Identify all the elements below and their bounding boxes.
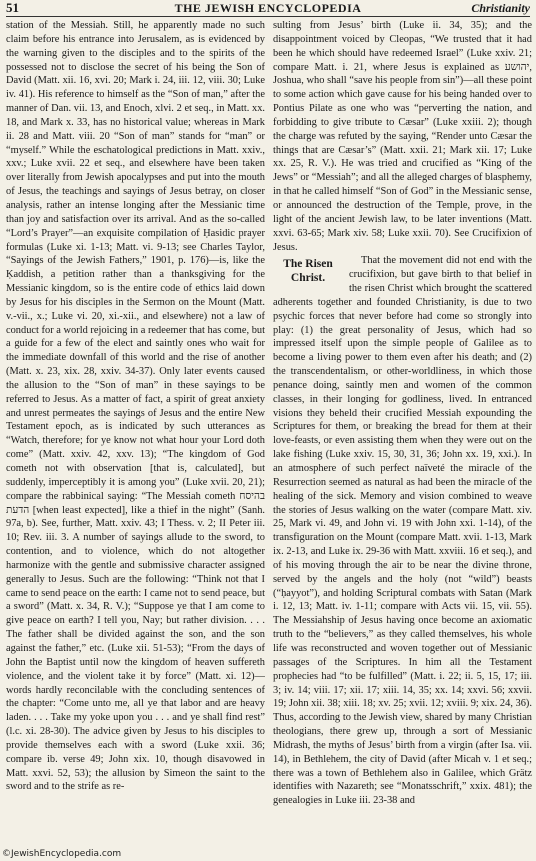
- page-number: 51: [6, 0, 19, 15]
- right-paragraph-2: That the movement did not end with the crucifixion, but gave birth to that belief in the risen Christ which brought the scattered adherents together and founded Christianity, is due to two psychic forces that never before had come so strongly into play: (1) the great personality of Jesus, which had so impressed itself upon the simple people of Galilee as to become a living power to them even after his death; and (2) the transcendentalism, or other-worldliness, in which those penance doing, saintly men and women of the common classes, in their longing for godliness, lived. In entranced visions they beheld their crucified Messiah expounding the Scriptures for them, or breaking the bread for them at their love-feasts, or even assisting them when they were out on the lake fishing (Luke xxiv. 15, 30, 31, 36; John xx. 19, xxi.). In an atmosphere of such perfect naïveté the miracle of the Resurrection seemed as natural as had been the miracle of the healing of the sick. Memory and vision combined to weave the stories of Jesus walking on the water (compare Matt. xiv. 25, Mark vi. 49, and John vi. 19 with John xxi. 1-14), of the transfiguration on the Mount (compare Matt. xvii. 1-13, Mark ix. 2-13, and Luke ix. 29-36 with Matt. xxviii. 16 et seq.), and of his moving through the air to be near the divine throne, served by the angels and the holy (not “wild”) beasts (“ḥayyot”), and holding Scriptural combats with Satan (Mark i. 12, 13; Matt. iv. 1-11; compare with Acts vii. 15, vii. 55). The Messiahship of Jesus having once become an axiomatic truth to the “believers,” as they called themselves, his whole life was reconstructed and woven together out of Messianic passages of the Scriptures. In him all the Testament prophecies had “to be fulfilled” (Matt. i. 22; ii. 5, 15, 17; iii. 3; iv. 14; viii. 17; xii. 17; xiii. 14, 35; xx. 14; xxvi. 56; xxvii. 19; John xii. 38; xiii. 18; xv. 25; xvii. 12; xviii. 9; xix. 24, 36). Thus, according to the Jewish view, shared by many Christian theologians, there grew up, through a sort of Messianic Midrash, the myths of Jesus’ birth from a virgin (after Isa. vii. 14), in Bethlehem, the city of David (after Micah v. 1 et seq.; there was a town of Bethlehem also in Galilee, which Grätz identifies with Nazareth; see “Monatsschrift,” xxix. 481); the genealogies in Luke iii. 23-38 and: [273, 255, 532, 807]
- left-paragraph: station of the Messiah. Still, he apparently made no such claim before his entrance into Jerusalem, as is evidenced by the warning given to the disciples and to the spirits of the possessed not to disclose the secret of his being the Son of David (Matt. xii. 16, xvi. 20; Mark i. 24, iii. 12, viii. 30; Luke iv. 41). His reference to himself as the “Son of man,” after the manner of Dan. vii. 13, and Enoch, xlvi. 2 et seq., in Matt. xx. 18, and Mark x. 33, has no historical value; whereas in Mark ii. 28 and Matt. viii. 20 “Son of man” stands for “man” or “myself.” While the eschatological predictions in Matt. xxiv., xxv.; Luke xvii. 22 et seq., and elsewhere have been taken over literally from Jewish apocalypses and put into the mouth of Jesus, the teachings and sayings of Jesus betray, on closer analysis, rather an intense longing after the Messianic time than joy and satisfaction over its arrival. And as the so-called “Lord’s Prayer”—an exquisite compilation of Ḥasidic prayer formulas (Luke xi. 1-13; Matt. vi. 9-13; see Charles Taylor, “Sayings of the Jewish Fathers,” 1901, p. 176)—is, like the Ḳaddish, a petition rather than a thanksgiving for the Messianic kingdom, so is the entire code of ethics laid down by Jesus for his disciples in the Sermon on the Mount (Matt. v.-vii., x.; Luke vi. 20, xi.-xii., and elsewhere) not a law of conduct for a world rejoicing in a redeemer that has come, but a guide for a few of the elect and saintly ones who wait for the immediate downfall of this world and the rise of another (Matt. x. 23, xix. 28, xxiv. 34-37). Only later events caused the allusion to the “Son of man” in these sayings to be referred to Jesus. As a matter of fact, a spirit of great anxiety and unrest permeates the sayings of Jesus and the entire New Testament epoch, as is indicated by such utterances as “Watch, therefore; for ye know not what hour your Lord doth come” (Matt. xxiv. 42, xxv. 13); “The kingdom of God cometh not with observation [that is, calculated], but suddenly, imperceptibly it is among you” (Luke xvii. 20, 21); compare the rabbinical saying: “The Messiah cometh בהיסח הדעת [when least expected], like a thief in the night” (Sanh. 97a, b). See, further, Matt. xxiv. 43; I Thess. v. 2; II Peter iii. 10; Rev. iii. 3. A number of sayings allude to the sword, to contention, and to violence, which do not altogether harmonize with the gentle and submissive character assigned generally to Jesus. Such are the following: “Think not that I came to send peace on the earth: I came not to send peace, but a sword” (Matt. x. 34, R. V.); “Suppose ye that I am come to give peace on earth? I tell you, Nay; but rather division. . . . The father shall be divided against the son, and the son against the father,” etc. (Luke xii. 51-53); “From the days of John the Baptist until now the kingdom of heaven suffereth violence, and the violent take it by force” (Matt. xi. 12)—words hardly reconcilable with the concluding sentences of the chapter: “Come unto me, all ye that labor and are heavy laden. . . . Take my yoke upon you . . . and ye shall find rest” (l.c. xi. 28-30). The advice given by Jesus to his disciples to provide themselves each with a sword (Luke xxii. 36; compare ib. verse 49; John xix. 10, though disavowed in Matt. xxvi. 52, 53); the allusion by Simeon the saint to the sword and to the strife as re-: [6, 20, 265, 793]
- copyright-credit: ©JewishEncyclopedia.com: [2, 849, 122, 859]
- right-paragraph-1: sulting from Jesus’ birth (Luke ii. 34, 35); and the disappointment voiced by Cleopas, “We trusted that it had been he which should have redeemed Israel” (Luke xxiv. 21; compare Matt. i. 21, where Jesus is explained as יהושע, Joshua, who shall “save his people from sin”)—all these point to some action which gave cause for his being handed over to Pontius Pilate as one who was “perverting the nation, and forbidding to give tribute to Cæsar” (Luke xxiii. 2); though the charge was refuted by the saying, “Render unto Cæsar the things that are Cæsar’s” (Matt. xxii. 21; Mark xii. 17; Luke xx. 25, R. V.). He was tried and crucified as “King of the Jews” or “Messiah”; and all the alleged charges of blasphemy, in that he called himself “Son of God” in the Messianic sense, or announced the destruction of the Temple, prove, in the light of the ancient Jewish law, to be later inventions (Matt. xxvi. 63-65; Mark xiv. 58; Luke xxii. 70). See Crucifixion of Jesus.: [273, 20, 532, 253]
- journal-title: THE JEWISH ENCYCLOPEDIA: [174, 1, 362, 15]
- right-column: [273, 19, 532, 847]
- left-column: [6, 19, 265, 847]
- section-title: Christianity: [471, 1, 530, 15]
- header-rule: [6, 16, 530, 17]
- page-header: [6, 0, 530, 16]
- side-heading-risen-christ: The Risen Christ.: [283, 258, 333, 285]
